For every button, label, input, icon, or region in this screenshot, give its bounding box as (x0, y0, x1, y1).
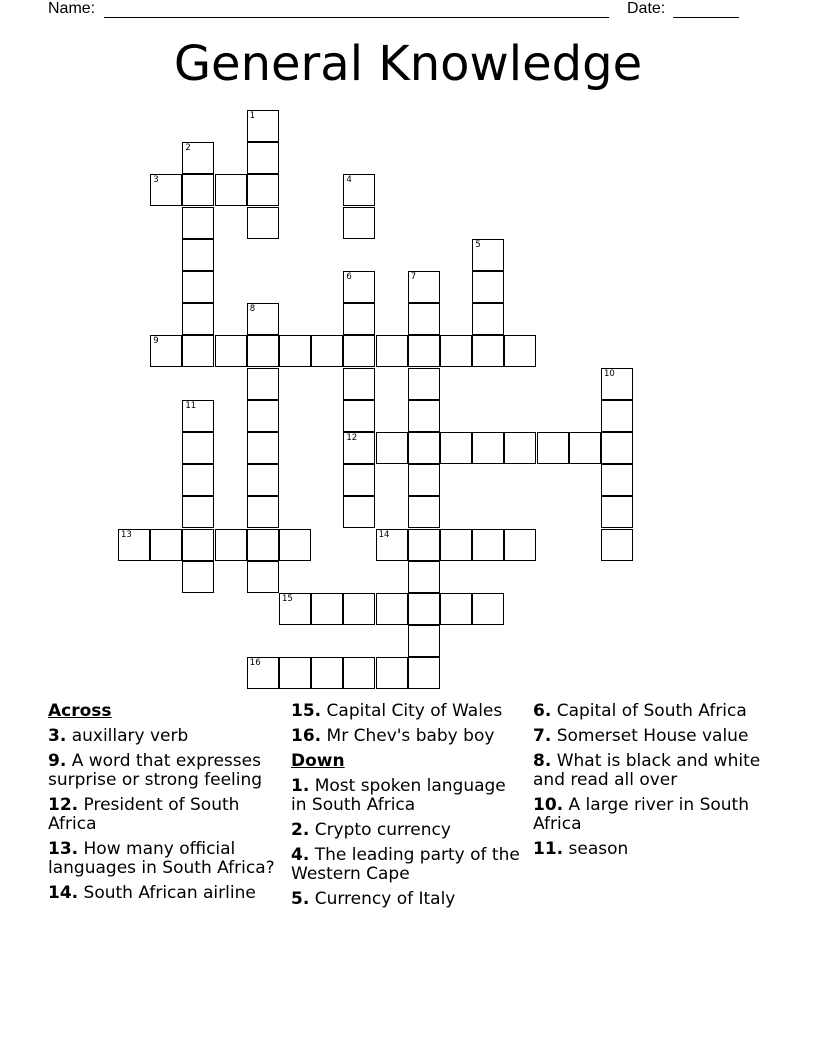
grid-cell[interactable] (247, 335, 279, 367)
grid-cell-13[interactable] (118, 529, 150, 561)
date-label: Date: (627, 0, 666, 17)
grid-cell[interactable] (440, 529, 472, 561)
grid-cell-16[interactable] (247, 657, 279, 689)
grid-cell[interactable] (279, 657, 311, 689)
clue-number: 3. (48, 726, 67, 746)
clue-number: 8. (533, 751, 552, 771)
down-clue-5 (291, 890, 523, 909)
grid-cell[interactable] (343, 207, 375, 239)
clue-number-label: 14 (378, 529, 390, 540)
grid-cell[interactable] (343, 303, 375, 335)
grid-cell[interactable] (408, 368, 440, 400)
clue-number: 1. (291, 776, 310, 796)
grid-cell[interactable] (440, 593, 472, 625)
grid-cell[interactable] (279, 335, 311, 367)
clue-number-label: 3 (153, 175, 159, 186)
grid-cell[interactable] (247, 207, 279, 239)
clue-number-label: 11 (185, 400, 197, 411)
grid-cell[interactable] (150, 529, 182, 561)
clue-number: 11. (533, 839, 564, 859)
clue-text: How many official languages in South Africa? (48, 839, 275, 878)
grid-cell-4[interactable] (343, 174, 375, 206)
clue-number: 7. (533, 726, 552, 746)
across-clue-15 (291, 702, 523, 721)
clue-text: auxillary verb (66, 726, 189, 746)
grid-cell-5[interactable] (472, 239, 504, 271)
grid-cell[interactable] (311, 335, 343, 367)
grid-cell-15[interactable] (279, 593, 311, 625)
grid-cell[interactable] (182, 335, 214, 367)
grid-cell[interactable] (472, 529, 504, 561)
across-clue-13 (48, 840, 283, 878)
grid-cell[interactable] (601, 464, 633, 496)
grid-cell[interactable] (537, 432, 569, 464)
grid-cell[interactable] (247, 464, 279, 496)
grid-cell[interactable] (247, 368, 279, 400)
clue-text: Crypto currency (309, 820, 451, 840)
grid-cell[interactable] (408, 464, 440, 496)
clue-text: season (563, 839, 629, 859)
grid-cell[interactable] (376, 593, 408, 625)
clue-number: 14. (48, 883, 79, 903)
grid-cell[interactable] (472, 303, 504, 335)
grid-cell[interactable] (247, 174, 279, 206)
grid-cell[interactable] (504, 432, 536, 464)
across-clue-3 (48, 727, 283, 746)
clue-number-label: 9 (153, 336, 159, 347)
clue-number-label: 7 (410, 272, 417, 282)
grid-cell-10[interactable] (601, 368, 633, 400)
grid-cell[interactable] (182, 303, 214, 335)
clue-number-label: 15 (282, 594, 293, 604)
clue-text: The leading party of the Western Cape (291, 845, 520, 884)
clue-text: What is black and white and read all over (533, 751, 761, 790)
clue-number: 4. (291, 845, 310, 865)
grid-cell[interactable] (376, 657, 408, 689)
clue-number-label: 13 (121, 529, 132, 540)
clue-number-label: 1 (249, 111, 256, 121)
grid-cell[interactable] (182, 432, 214, 464)
down-clue-6 (533, 702, 763, 721)
clue-text: A word that expresses surprise or strong feeling (48, 751, 263, 790)
grid-cell-2[interactable] (182, 142, 214, 174)
grid-cell[interactable] (343, 496, 375, 528)
clue-text: Capital of South Africa (551, 701, 747, 721)
grid-cell[interactable] (182, 496, 214, 528)
puzzle-title: General Knowledge (173, 36, 643, 92)
down-heading: Down (291, 751, 345, 771)
grid-cell[interactable] (279, 529, 311, 561)
down-clue-1 (291, 777, 523, 815)
grid-cell-6[interactable] (343, 271, 375, 303)
grid-cell[interactable] (182, 271, 214, 303)
down-clue-11 (533, 840, 763, 859)
grid-cell-1[interactable] (247, 110, 279, 142)
grid-cell[interactable] (343, 368, 375, 400)
grid-cell[interactable] (408, 625, 440, 657)
clue-number-label: 16 (249, 658, 261, 669)
grid-cell[interactable] (343, 400, 375, 432)
grid-cell[interactable] (408, 400, 440, 432)
down-clue-7 (533, 727, 763, 746)
grid-cell[interactable] (343, 657, 375, 689)
grid-cell-9[interactable] (150, 335, 182, 367)
clue-text: Somerset House value (551, 726, 749, 746)
clue-number: 10. (533, 795, 564, 815)
grid-cell[interactable] (215, 335, 247, 367)
clue-text: President of South Africa (48, 795, 240, 834)
grid-cell[interactable] (182, 561, 214, 593)
across-clue-9 (48, 752, 283, 790)
grid-cell[interactable] (215, 174, 247, 206)
clue-number: 16. (291, 726, 322, 746)
clue-number-label: 8 (249, 304, 256, 315)
grid-cell[interactable] (343, 464, 375, 496)
grid-cell[interactable] (408, 432, 440, 464)
clue-number: 5. (291, 889, 310, 909)
clue-number-label: 5 (475, 239, 481, 250)
grid-cell[interactable] (311, 593, 343, 625)
down-clue-2 (291, 821, 523, 840)
clue-number: 12. (48, 795, 79, 815)
grid-cell[interactable] (182, 464, 214, 496)
clue-number: 2. (291, 820, 310, 840)
grid-cell[interactable] (569, 432, 601, 464)
grid-cell[interactable] (247, 529, 279, 561)
down-clue-4 (291, 846, 523, 884)
grid-cell[interactable] (376, 335, 408, 367)
grid-cell[interactable] (601, 400, 633, 432)
grid-cell[interactable] (182, 207, 214, 239)
grid-cell[interactable] (504, 335, 536, 367)
across-heading: Across (48, 701, 112, 721)
grid-cell[interactable] (408, 657, 440, 689)
grid-cell[interactable] (343, 593, 375, 625)
across-clue-16 (291, 727, 523, 746)
down-clue-10 (533, 796, 763, 834)
clue-number-label: 4 (346, 175, 352, 186)
clue-number-label: 12 (346, 433, 358, 443)
clue-number-label: 6 (346, 272, 352, 282)
clue-text: Currency of Italy (309, 889, 456, 909)
clue-column-2 (291, 702, 523, 915)
clue-number: 13. (48, 839, 79, 859)
grid-cell[interactable] (408, 593, 440, 625)
grid-cell-7[interactable] (408, 271, 440, 303)
name-label: Name: (48, 0, 96, 17)
clue-column-1 (48, 702, 283, 909)
grid-cell[interactable] (182, 174, 214, 206)
grid-cell[interactable] (472, 271, 504, 303)
grid-cell[interactable] (601, 432, 633, 464)
grid-cell[interactable] (504, 529, 536, 561)
clue-text: Mr Chev's baby boy (321, 726, 495, 746)
grid-cell[interactable] (215, 529, 247, 561)
down-clue-8 (533, 752, 763, 790)
clue-text: Most spoken language in South Africa (291, 776, 506, 815)
across-clue-14 (48, 884, 283, 903)
clue-text: A large river in South Africa (533, 795, 749, 834)
grid-cell[interactable] (182, 529, 214, 561)
grid-cell[interactable] (247, 432, 279, 464)
clue-number: 15. (291, 701, 322, 721)
grid-cell[interactable] (311, 657, 343, 689)
clue-text: Capital City of Wales (321, 701, 503, 721)
grid-cell[interactable] (247, 400, 279, 432)
grid-cell[interactable] (440, 432, 472, 464)
grid-cell[interactable] (408, 335, 440, 367)
grid-cell[interactable] (408, 303, 440, 335)
grid-cell[interactable] (343, 335, 375, 367)
grid-cell[interactable] (247, 561, 279, 593)
clue-number: 6. (533, 701, 552, 721)
grid-cell[interactable] (472, 335, 504, 367)
grid-cell-14[interactable] (376, 529, 408, 561)
grid-cell-11[interactable] (182, 400, 214, 432)
grid-cell[interactable] (601, 496, 633, 528)
grid-cell[interactable] (440, 335, 472, 367)
grid-cell[interactable] (182, 239, 214, 271)
clue-number-label: 10 (604, 368, 615, 379)
clue-column-3 (533, 702, 763, 865)
grid-cell[interactable] (408, 529, 440, 561)
grid-cell[interactable] (472, 432, 504, 464)
grid-cell-3[interactable] (150, 174, 182, 206)
grid-cell[interactable] (247, 142, 279, 174)
clue-number-label: 2 (185, 143, 191, 154)
grid-cell[interactable] (601, 529, 633, 561)
grid-cell[interactable] (408, 561, 440, 593)
grid-cell[interactable] (247, 496, 279, 528)
across-clue-12 (48, 796, 283, 834)
grid-cell-8[interactable] (247, 303, 279, 335)
clue-text: South African airline (78, 883, 256, 903)
grid-cell-12[interactable] (343, 432, 375, 464)
grid-cell[interactable] (376, 432, 408, 464)
clue-number: 9. (48, 751, 67, 771)
grid-cell[interactable] (408, 496, 440, 528)
grid-cell[interactable] (472, 593, 504, 625)
